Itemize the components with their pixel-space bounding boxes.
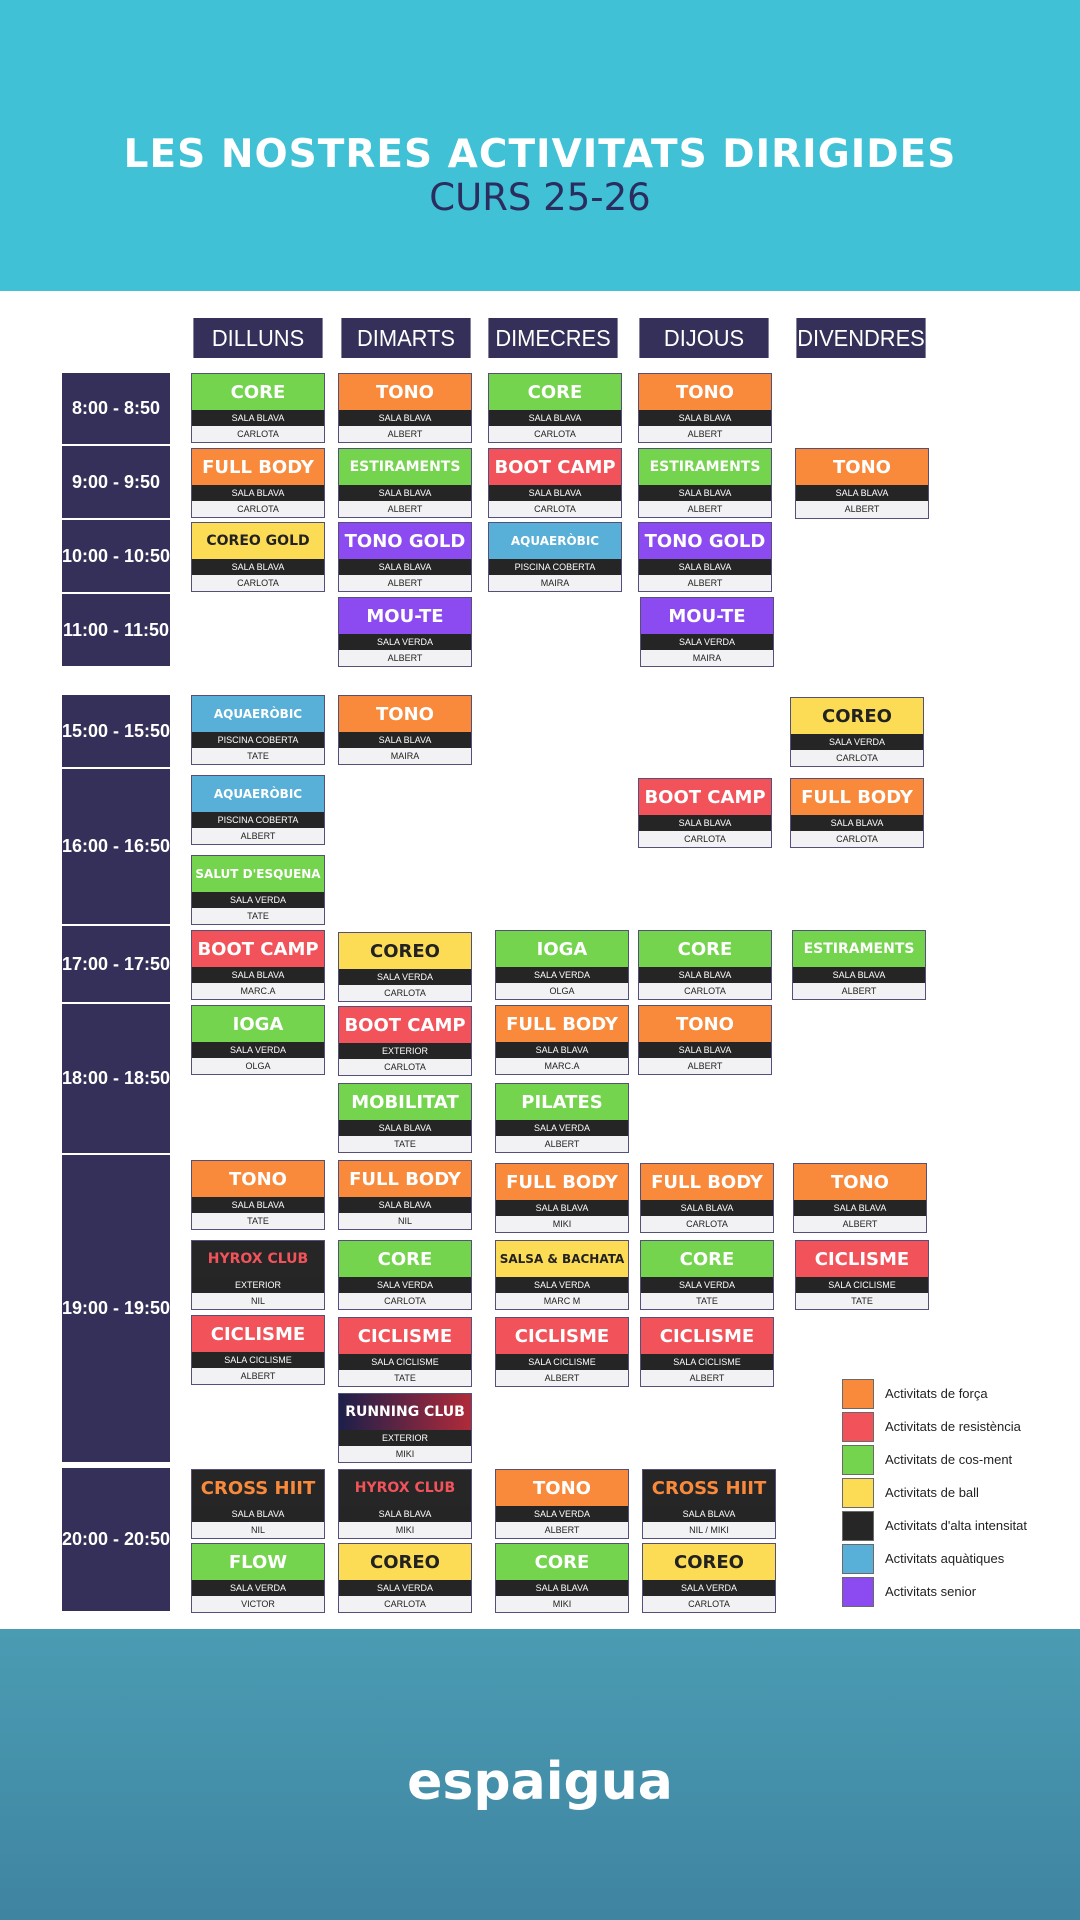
class-name: CROSS HIIT	[192, 1470, 324, 1506]
class-name: AQUAERÒBIC	[192, 776, 324, 812]
class-name: TONO	[639, 1006, 771, 1042]
class-room: SALA BLAVA	[496, 1200, 628, 1216]
time-slot-1800: 18:00 - 18:50	[62, 1004, 170, 1153]
class-name: TONO GOLD	[339, 523, 471, 559]
class-card[interactable]	[638, 930, 772, 1000]
class-card[interactable]	[191, 1315, 325, 1385]
class-name: FLOW	[192, 1544, 324, 1580]
class-instructor: ALBERT	[192, 828, 324, 844]
class-instructor: MIKI	[496, 1216, 628, 1232]
class-room: SALA CICLISME	[496, 1354, 628, 1370]
class-card[interactable]	[488, 448, 622, 518]
class-card[interactable]	[191, 373, 325, 443]
class-name: CICLISME	[496, 1318, 628, 1354]
class-card[interactable]	[191, 695, 325, 765]
class-room: SALA VERDA	[496, 1277, 628, 1293]
class-instructor: CARLOTA	[339, 1596, 471, 1612]
class-room: SALA BLAVA	[496, 1580, 628, 1596]
class-instructor: ALBERT	[641, 1370, 773, 1386]
class-room: EXTERIOR	[339, 1430, 471, 1446]
class-room: SALA BLAVA	[639, 485, 771, 501]
time-slot-1900: 19:00 - 19:50	[62, 1155, 170, 1462]
class-instructor: VICTOR	[192, 1596, 324, 1612]
class-card[interactable]	[338, 695, 472, 765]
class-name: CORE	[639, 931, 771, 967]
class-card[interactable]	[638, 1005, 772, 1075]
class-name: MOU-TE	[641, 598, 773, 634]
class-room: SALA CICLISME	[796, 1277, 928, 1293]
class-room: SALA BLAVA	[339, 1506, 471, 1522]
class-card[interactable]	[338, 1160, 472, 1230]
class-room: SALA BLAVA	[192, 410, 324, 426]
legend-swatch-aquatiques	[842, 1544, 874, 1574]
class-instructor: ALBERT	[339, 426, 471, 442]
time-slot-1700: 17:00 - 17:50	[62, 926, 170, 1002]
class-instructor: CARLOTA	[339, 1059, 471, 1075]
class-instructor: NIL	[192, 1293, 324, 1309]
class-room: SALA BLAVA	[639, 1042, 771, 1058]
class-name: CORE	[192, 374, 324, 410]
class-room: SALA VERDA	[791, 734, 923, 750]
class-name: CORE	[496, 1544, 628, 1580]
class-instructor: CARLOTA	[639, 831, 771, 847]
class-room: SALA CICLISME	[641, 1354, 773, 1370]
class-name: CORE	[339, 1241, 471, 1277]
class-instructor: TATE	[641, 1293, 773, 1309]
class-name: PILATES	[496, 1084, 628, 1120]
class-instructor: ALBERT	[796, 501, 928, 517]
class-card[interactable]	[495, 930, 629, 1000]
day-header-dijous: DIJOUS	[639, 318, 768, 358]
class-card[interactable]	[338, 1006, 472, 1076]
class-instructor: CARLOTA	[791, 831, 923, 847]
class-room: SALA CICLISME	[192, 1352, 324, 1368]
class-room: SALA BLAVA	[489, 485, 621, 501]
class-room: SALA CICLISME	[339, 1354, 471, 1370]
class-card[interactable]	[495, 1469, 629, 1539]
class-room: EXTERIOR	[339, 1043, 471, 1059]
class-card[interactable]	[642, 1543, 776, 1613]
class-card[interactable]	[638, 522, 772, 592]
class-card[interactable]	[638, 373, 772, 443]
class-room: SALA BLAVA	[339, 1120, 471, 1136]
time-slot-0800: 8:00 - 8:50	[62, 373, 170, 444]
class-room: SALA VERDA	[339, 969, 471, 985]
class-card[interactable]	[495, 1543, 629, 1613]
class-name: CICLISME	[339, 1318, 471, 1354]
class-room: SALA VERDA	[496, 967, 628, 983]
class-name: COREO	[643, 1544, 775, 1580]
class-room: SALA BLAVA	[192, 485, 324, 501]
class-card[interactable]	[640, 1163, 774, 1233]
class-card[interactable]	[793, 1163, 927, 1233]
class-room: SALA BLAVA	[489, 410, 621, 426]
class-instructor: MIKI	[339, 1522, 471, 1538]
class-room: SALA VERDA	[643, 1580, 775, 1596]
class-instructor: NIL	[192, 1522, 324, 1538]
class-name: COREO	[339, 1544, 471, 1580]
class-card[interactable]	[191, 522, 325, 592]
class-card[interactable]	[338, 1240, 472, 1310]
class-room: EXTERIOR	[192, 1277, 324, 1293]
class-card[interactable]	[191, 1543, 325, 1613]
class-name: CICLISME	[192, 1316, 324, 1352]
class-name: CICLISME	[796, 1241, 928, 1277]
class-room: SALA VERDA	[641, 634, 773, 650]
legend-swatch-cosment	[842, 1445, 874, 1475]
class-card[interactable]	[191, 855, 325, 925]
class-name: TONO	[796, 449, 928, 485]
class-name: ESTIRAMENTS	[793, 931, 925, 967]
class-card[interactable]	[790, 778, 924, 848]
class-card[interactable]	[191, 1469, 325, 1539]
time-slot-1100: 11:00 - 11:50	[62, 594, 170, 666]
class-instructor: ALBERT	[793, 983, 925, 999]
class-instructor: CARLOTA	[339, 1293, 471, 1309]
class-instructor: MAIRA	[489, 575, 621, 591]
class-card[interactable]	[495, 1005, 629, 1075]
class-name: ESTIRAMENTS	[639, 449, 771, 485]
class-name: FULL BODY	[791, 779, 923, 815]
class-instructor: OLGA	[192, 1058, 324, 1074]
class-card[interactable]	[191, 1005, 325, 1075]
class-name: IOGA	[496, 931, 628, 967]
class-instructor: TATE	[796, 1293, 928, 1309]
class-name: AQUAERÒBIC	[192, 696, 324, 732]
class-instructor: ALBERT	[339, 501, 471, 517]
day-header-dilluns: DILLUNS	[193, 318, 322, 358]
day-header-divendres: DIVENDRES	[796, 318, 925, 358]
class-instructor: CARLOTA	[489, 426, 621, 442]
class-name: COREO GOLD	[192, 523, 324, 559]
class-card[interactable]	[191, 448, 325, 518]
class-room: PISCINA COBERTA	[489, 559, 621, 575]
time-slot-1600: 16:00 - 16:50	[62, 769, 170, 924]
class-name: TONO	[339, 374, 471, 410]
class-card[interactable]	[191, 775, 325, 845]
legend-swatch-resistencia	[842, 1412, 874, 1442]
legend-label: Activitats d'alta intensitat	[885, 1518, 1027, 1533]
class-card[interactable]	[488, 522, 622, 592]
class-card[interactable]	[495, 1240, 629, 1310]
class-name: SALSA & BACHATA	[496, 1241, 628, 1277]
class-name: COREO	[339, 933, 471, 969]
class-room: SALA BLAVA	[639, 815, 771, 831]
class-card[interactable]	[495, 1317, 629, 1387]
class-room: SALA BLAVA	[641, 1200, 773, 1216]
class-card[interactable]	[338, 1393, 472, 1463]
class-name: FULL BODY	[641, 1164, 773, 1200]
class-instructor: ALBERT	[794, 1216, 926, 1232]
class-instructor: TATE	[192, 748, 324, 764]
class-name: BOOT CAMP	[489, 449, 621, 485]
class-name: CORE	[489, 374, 621, 410]
class-room: SALA BLAVA	[339, 559, 471, 575]
class-card[interactable]	[338, 1083, 472, 1153]
class-card[interactable]	[338, 932, 472, 1002]
class-instructor: CARLOTA	[643, 1596, 775, 1612]
class-card[interactable]	[488, 373, 622, 443]
class-card[interactable]	[191, 1160, 325, 1230]
class-card[interactable]	[638, 448, 772, 518]
class-card[interactable]	[191, 1240, 325, 1310]
class-room: SALA BLAVA	[192, 1197, 324, 1213]
class-name: SALUT D'ESQUENA	[192, 856, 324, 892]
class-instructor: MAIRA	[641, 650, 773, 666]
class-name: TONO	[339, 696, 471, 732]
class-name: AQUAERÒBIC	[489, 523, 621, 559]
class-name: BOOT CAMP	[339, 1007, 471, 1043]
class-room: SALA BLAVA	[339, 732, 471, 748]
class-name: HYROX CLUB	[339, 1470, 471, 1506]
class-name: TONO	[794, 1164, 926, 1200]
class-room: SALA VERDA	[339, 1277, 471, 1293]
class-instructor: CARLOTA	[339, 985, 471, 1001]
class-name: CICLISME	[641, 1318, 773, 1354]
class-instructor: CARLOTA	[639, 983, 771, 999]
legend-label: Activitats de força	[885, 1386, 988, 1401]
class-name: CORE	[641, 1241, 773, 1277]
class-instructor: MAIRA	[339, 748, 471, 764]
class-instructor: MIKI	[496, 1596, 628, 1612]
class-instructor: NIL	[339, 1213, 471, 1229]
class-card[interactable]	[790, 697, 924, 767]
class-name: RUNNING CLUB	[339, 1394, 471, 1430]
page-subtitle: CURS 25-26	[429, 176, 651, 219]
time-slot-0900: 9:00 - 9:50	[62, 446, 170, 518]
class-room: SALA BLAVA	[339, 485, 471, 501]
class-name: CROSS HIIT	[643, 1470, 775, 1506]
class-instructor: ALBERT	[639, 426, 771, 442]
class-instructor: ALBERT	[339, 650, 471, 666]
class-room: SALA BLAVA	[793, 967, 925, 983]
class-instructor: ALBERT	[496, 1370, 628, 1386]
class-room: SALA VERDA	[641, 1277, 773, 1293]
class-card[interactable]	[191, 930, 325, 1000]
brand-logo: espaigua	[407, 1752, 673, 1812]
class-room: SALA BLAVA	[643, 1506, 775, 1522]
class-room: SALA BLAVA	[639, 967, 771, 983]
class-instructor: NIL / MIKI	[643, 1522, 775, 1538]
class-card[interactable]	[640, 597, 774, 667]
class-instructor: ALBERT	[192, 1368, 324, 1384]
class-card[interactable]	[640, 1240, 774, 1310]
class-room: SALA BLAVA	[794, 1200, 926, 1216]
class-room: SALA BLAVA	[639, 410, 771, 426]
class-room: SALA BLAVA	[339, 410, 471, 426]
class-instructor: ALBERT	[639, 1058, 771, 1074]
legend-swatch-forca	[842, 1379, 874, 1409]
class-name: FULL BODY	[192, 449, 324, 485]
legend-label: Activitats de resistència	[885, 1419, 1021, 1434]
class-room: SALA BLAVA	[796, 485, 928, 501]
time-slot-1500: 15:00 - 15:50	[62, 695, 170, 767]
day-header-dimarts: DIMARTS	[341, 318, 470, 358]
class-room: SALA VERDA	[192, 892, 324, 908]
class-name: COREO	[791, 698, 923, 734]
class-instructor: MIKI	[339, 1446, 471, 1462]
class-instructor: TATE	[192, 1213, 324, 1229]
class-card[interactable]	[495, 1163, 629, 1233]
class-room: SALA VERDA	[192, 1580, 324, 1596]
class-card[interactable]	[792, 930, 926, 1000]
legend-label: Activitats aquàtiques	[885, 1551, 1005, 1566]
class-name: TONO	[192, 1161, 324, 1197]
class-name: MOBILITAT	[339, 1084, 471, 1120]
class-instructor: MARC.A	[496, 1058, 628, 1074]
class-instructor: CARLOTA	[192, 575, 324, 591]
class-room: SALA BLAVA	[496, 1042, 628, 1058]
day-header-dimecres: DIMECRES	[488, 318, 617, 358]
class-instructor: ALBERT	[496, 1136, 628, 1152]
class-name: HYROX CLUB	[192, 1241, 324, 1277]
legend-swatch-senior	[842, 1577, 874, 1607]
class-card[interactable]	[338, 597, 472, 667]
class-instructor: CARLOTA	[192, 501, 324, 517]
class-instructor: CARLOTA	[489, 501, 621, 517]
class-name: TONO GOLD	[639, 523, 771, 559]
legend-label: Activitats de ball	[885, 1485, 979, 1500]
class-instructor: ALBERT	[639, 501, 771, 517]
legend-label: Activitats senior	[885, 1584, 977, 1599]
class-room: SALA VERDA	[339, 1580, 471, 1596]
legend-swatch-ball	[842, 1478, 874, 1508]
class-card[interactable]	[795, 448, 929, 519]
class-instructor: MARC.A	[192, 983, 324, 999]
class-instructor: ALBERT	[339, 575, 471, 591]
class-room: SALA VERDA	[192, 1042, 324, 1058]
class-card[interactable]	[642, 1469, 776, 1539]
class-instructor: TATE	[192, 908, 324, 924]
class-name: TONO	[639, 374, 771, 410]
class-instructor: OLGA	[496, 983, 628, 999]
class-room: PISCINA COBERTA	[192, 812, 324, 828]
class-name: MOU-TE	[339, 598, 471, 634]
class-name: FULL BODY	[496, 1164, 628, 1200]
class-instructor: MARC M	[496, 1293, 628, 1309]
time-slot-1000: 10:00 - 10:50	[62, 520, 170, 592]
class-room: SALA BLAVA	[791, 815, 923, 831]
class-name: BOOT CAMP	[192, 931, 324, 967]
class-room: SALA BLAVA	[192, 967, 324, 983]
class-card[interactable]	[338, 448, 472, 518]
page-title: LES NOSTRES ACTIVITATS DIRIGIDES	[123, 132, 957, 177]
class-instructor: TATE	[339, 1136, 471, 1152]
legend-swatch-alta	[842, 1511, 874, 1541]
class-room: SALA VERDA	[496, 1120, 628, 1136]
class-room: SALA BLAVA	[192, 1506, 324, 1522]
class-card[interactable]	[495, 1083, 629, 1153]
class-card[interactable]	[338, 1469, 472, 1539]
class-name: FULL BODY	[339, 1161, 471, 1197]
class-room: PISCINA COBERTA	[192, 732, 324, 748]
class-room: SALA VERDA	[496, 1506, 628, 1522]
class-name: ESTIRAMENTS	[339, 449, 471, 485]
class-room: SALA BLAVA	[339, 1197, 471, 1213]
class-room: SALA VERDA	[339, 634, 471, 650]
legend-label: Activitats de cos-ment	[885, 1452, 1013, 1467]
class-card[interactable]	[338, 373, 472, 443]
class-instructor: ALBERT	[496, 1522, 628, 1538]
class-name: IOGA	[192, 1006, 324, 1042]
class-instructor: TATE	[339, 1370, 471, 1386]
class-name: FULL BODY	[496, 1006, 628, 1042]
class-card[interactable]	[640, 1317, 774, 1387]
class-room: SALA BLAVA	[639, 559, 771, 575]
class-instructor: ALBERT	[639, 575, 771, 591]
class-card[interactable]	[638, 778, 772, 848]
class-instructor: CARLOTA	[192, 426, 324, 442]
class-card[interactable]	[338, 1543, 472, 1613]
class-instructor: CARLOTA	[791, 750, 923, 766]
class-name: BOOT CAMP	[639, 779, 771, 815]
class-card[interactable]	[795, 1240, 929, 1310]
class-instructor: CARLOTA	[641, 1216, 773, 1232]
time-slot-2000: 20:00 - 20:50	[62, 1468, 170, 1611]
class-name: TONO	[496, 1470, 628, 1506]
class-room: SALA BLAVA	[192, 559, 324, 575]
class-card[interactable]	[338, 522, 472, 592]
class-card[interactable]	[338, 1317, 472, 1387]
